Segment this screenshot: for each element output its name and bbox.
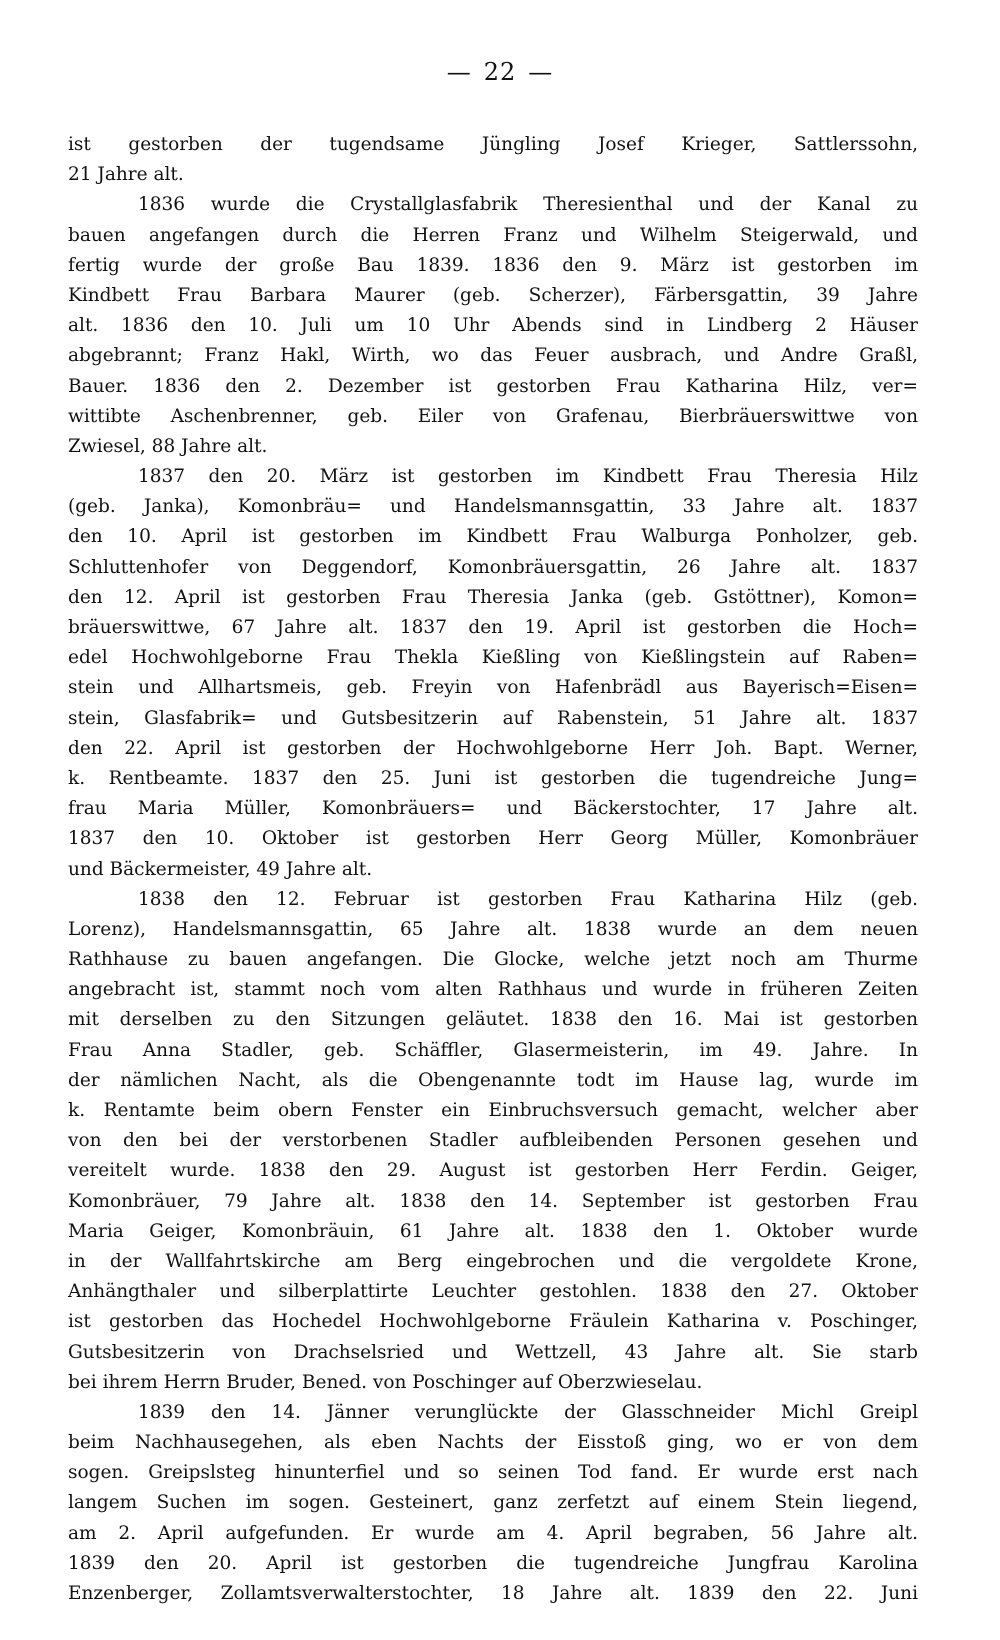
text-line: den 10. April ist gestorben im Kindbett Frau Walburga Ponholzer, geb. <box>68 526 918 548</box>
text-line: und Bäckermeister, 49 Jahre alt. <box>68 858 373 880</box>
text-line: Enzenberger, Zollamtsverwalterstochter, 18 Jahre alt. 1839 den 22. Juni <box>68 1583 918 1604</box>
text-line: Schluttenhofer von Deggendorf, Komonbräuersgattin, 26 Jahre alt. 1837 <box>68 556 918 578</box>
text-line: 1837 den 20. März ist gestorben im Kindbett Frau Theresia Hilz <box>138 466 918 488</box>
text-line: 1839 den 20. April ist gestorben die tugendreiche Jungfrau Karolina <box>68 1552 918 1574</box>
text-line: wittibte Aschenbrenner, geb. Eiler von Grafenau, Bierbräuerswittwe von <box>68 405 918 427</box>
chronicle-text-body <box>68 130 918 1609</box>
text-line: den 12. April ist gestorben Frau Theresia Janka (geb. Gstöttner), Komon= <box>68 586 918 608</box>
text-line: stein und Allhartsmeis, geb. Freyin von Hafenbrädl aus Bayerisch=Eisen= <box>68 677 918 699</box>
text-line: bei ihrem Herrn Bruder, Bened. von Poschinger auf Oberzwieselau. <box>68 1371 703 1393</box>
text-line: mit derselben zu den Sitzungen geläutet. 1838 den 16. Mai ist gestorben <box>68 1009 918 1031</box>
right-dash-ornament: — <box>528 58 554 86</box>
text-line: 1839 den 14. Jänner verunglückte der Glasschneider Michl Greipl <box>138 1401 918 1423</box>
text-line: k. Rentbeamte. 1837 den 25. Juni ist gestorben die tugendreiche Jung= <box>68 767 918 789</box>
text-line: ist gestorben der tugendsame Jüngling Josef Krieger, Sattlerssohn, <box>68 134 918 155</box>
text-line: Anhängthaler und silberplattirte Leuchter gestohlen. 1838 den 27. Oktober <box>68 1281 918 1303</box>
text-line: in der Wallfahrtskirche am Berg eingebrochen und die vergoldete Krone, <box>68 1250 918 1272</box>
text-line: Kindbett Frau Barbara Maurer (geb. Scherzer), Färbersgattin, 39 Jahre <box>68 284 918 306</box>
text-line: 1836 wurde die Crystallglasfabrik Theresienthal und der Kanal zu <box>138 194 918 216</box>
text-line: sogen. Greipslsteg hinunterfiel und so seinen Tod fand. Er wurde erst nach <box>68 1462 918 1484</box>
text-line: stein, Glasfabrik= und Gutsbesitzerin auf Rabenstein, 51 Jahre alt. 1837 <box>68 707 918 729</box>
text-line: k. Rentamte beim obern Fenster ein Einbruchsversuch gemacht, welcher aber <box>68 1100 918 1121</box>
text-line: ist gestorben das Hochedel Hochwohlgeborne Fräulein Katharina v. Poschinger, <box>68 1311 918 1333</box>
text-line: Maria Geiger, Komonbräuin, 61 Jahre alt. 1838 den 1. Oktober wurde <box>68 1220 918 1242</box>
text-line: Frau Anna Stadler, geb. Schäffler, Glasermeisterin, im 49. Jahre. In <box>68 1039 918 1061</box>
text-line: der nämlichen Nacht, als die Obengenannte todt im Hause lag, wurde im <box>68 1069 918 1091</box>
text-line: (geb. Janka), Komonbräu= und Handelsmannsgattin, 33 Jahre alt. 1837 <box>68 496 918 518</box>
text-line: Gutsbesitzerin von Drachselsried und Wettzell, 43 Jahre alt. Sie starb <box>68 1341 918 1363</box>
text-line: bräuerswittwe, 67 Jahre alt. 1837 den 19. April ist gestorben die Hoch= <box>68 617 918 638</box>
text-line: Bauer. 1836 den 2. Dezember ist gestorben Frau Katharina Hilz, ver= <box>68 375 918 397</box>
text-line: frau Maria Müller, Komonbräuers= und Bäckerstochter, 17 Jahre alt. <box>68 798 918 820</box>
text-line: angebracht ist, stammt noch vom alten Rathhaus und wurde in früheren Zeiten <box>68 979 918 1001</box>
text-line: 21 Jahre alt. <box>68 164 184 186</box>
text-line: edel Hochwohlgeborne Frau Thekla Kießling von Kießlingstein auf Raben= <box>68 647 918 669</box>
left-dash-ornament: — <box>446 58 472 86</box>
text-line: Rathhause zu bauen angefangen. Die Glocke, welche jetzt noch am Thurme <box>68 949 918 971</box>
text-line: alt. 1836 den 10. Juli um 10 Uhr Abends sind in Lindberg 2 Häuser <box>68 315 918 337</box>
text-line: langem Suchen im sogen. Gesteinert, ganz zerfetzt auf einem Stein liegend, <box>68 1492 918 1514</box>
text-line: von den bei der verstorbenen Stadler aufbleibenden Personen gesehen und <box>68 1130 918 1152</box>
text-line: den 22. April ist gestorben der Hochwohlgeborne Herr Joh. Bapt. Werner, <box>68 737 918 759</box>
page-number-header <box>0 58 1000 86</box>
text-line: abgebrannt; Franz Hakl, Wirth, wo das Feuer ausbrach, und Andre Graßl, <box>68 345 918 367</box>
text-line: beim Nachhausegehen, als eben Nachts der Eisstoß ging, wo er von dem <box>68 1432 918 1454</box>
text-line: 1838 den 12. Februar ist gestorben Frau Katharina Hilz (geb. <box>138 888 918 910</box>
text-line: vereitelt wurde. 1838 den 29. August ist gestorben Herr Ferdin. Geiger, <box>68 1160 918 1182</box>
text-line: 1837 den 10. Oktober ist gestorben Herr Georg Müller, Komonbräuer <box>68 828 918 850</box>
text-line: am 2. April aufgefunden. Er wurde am 4. April begraben, 56 Jahre alt. <box>68 1522 918 1544</box>
text-line: Lorenz), Handelsmannsgattin, 65 Jahre alt. 1838 wurde an dem neuen <box>68 918 918 940</box>
text-line: fertig wurde der große Bau 1839. 1836 den 9. März ist gestorben im <box>68 254 918 276</box>
text-line: Komonbräuer, 79 Jahre alt. 1838 den 14. September ist gestorben Frau <box>68 1190 918 1212</box>
text-line: Zwiesel, 88 Jahre alt. <box>68 435 268 457</box>
page-number: 22 <box>483 58 517 86</box>
text-line: bauen angefangen durch die Herren Franz und Wilhelm Steigerwald, und <box>68 224 918 246</box>
